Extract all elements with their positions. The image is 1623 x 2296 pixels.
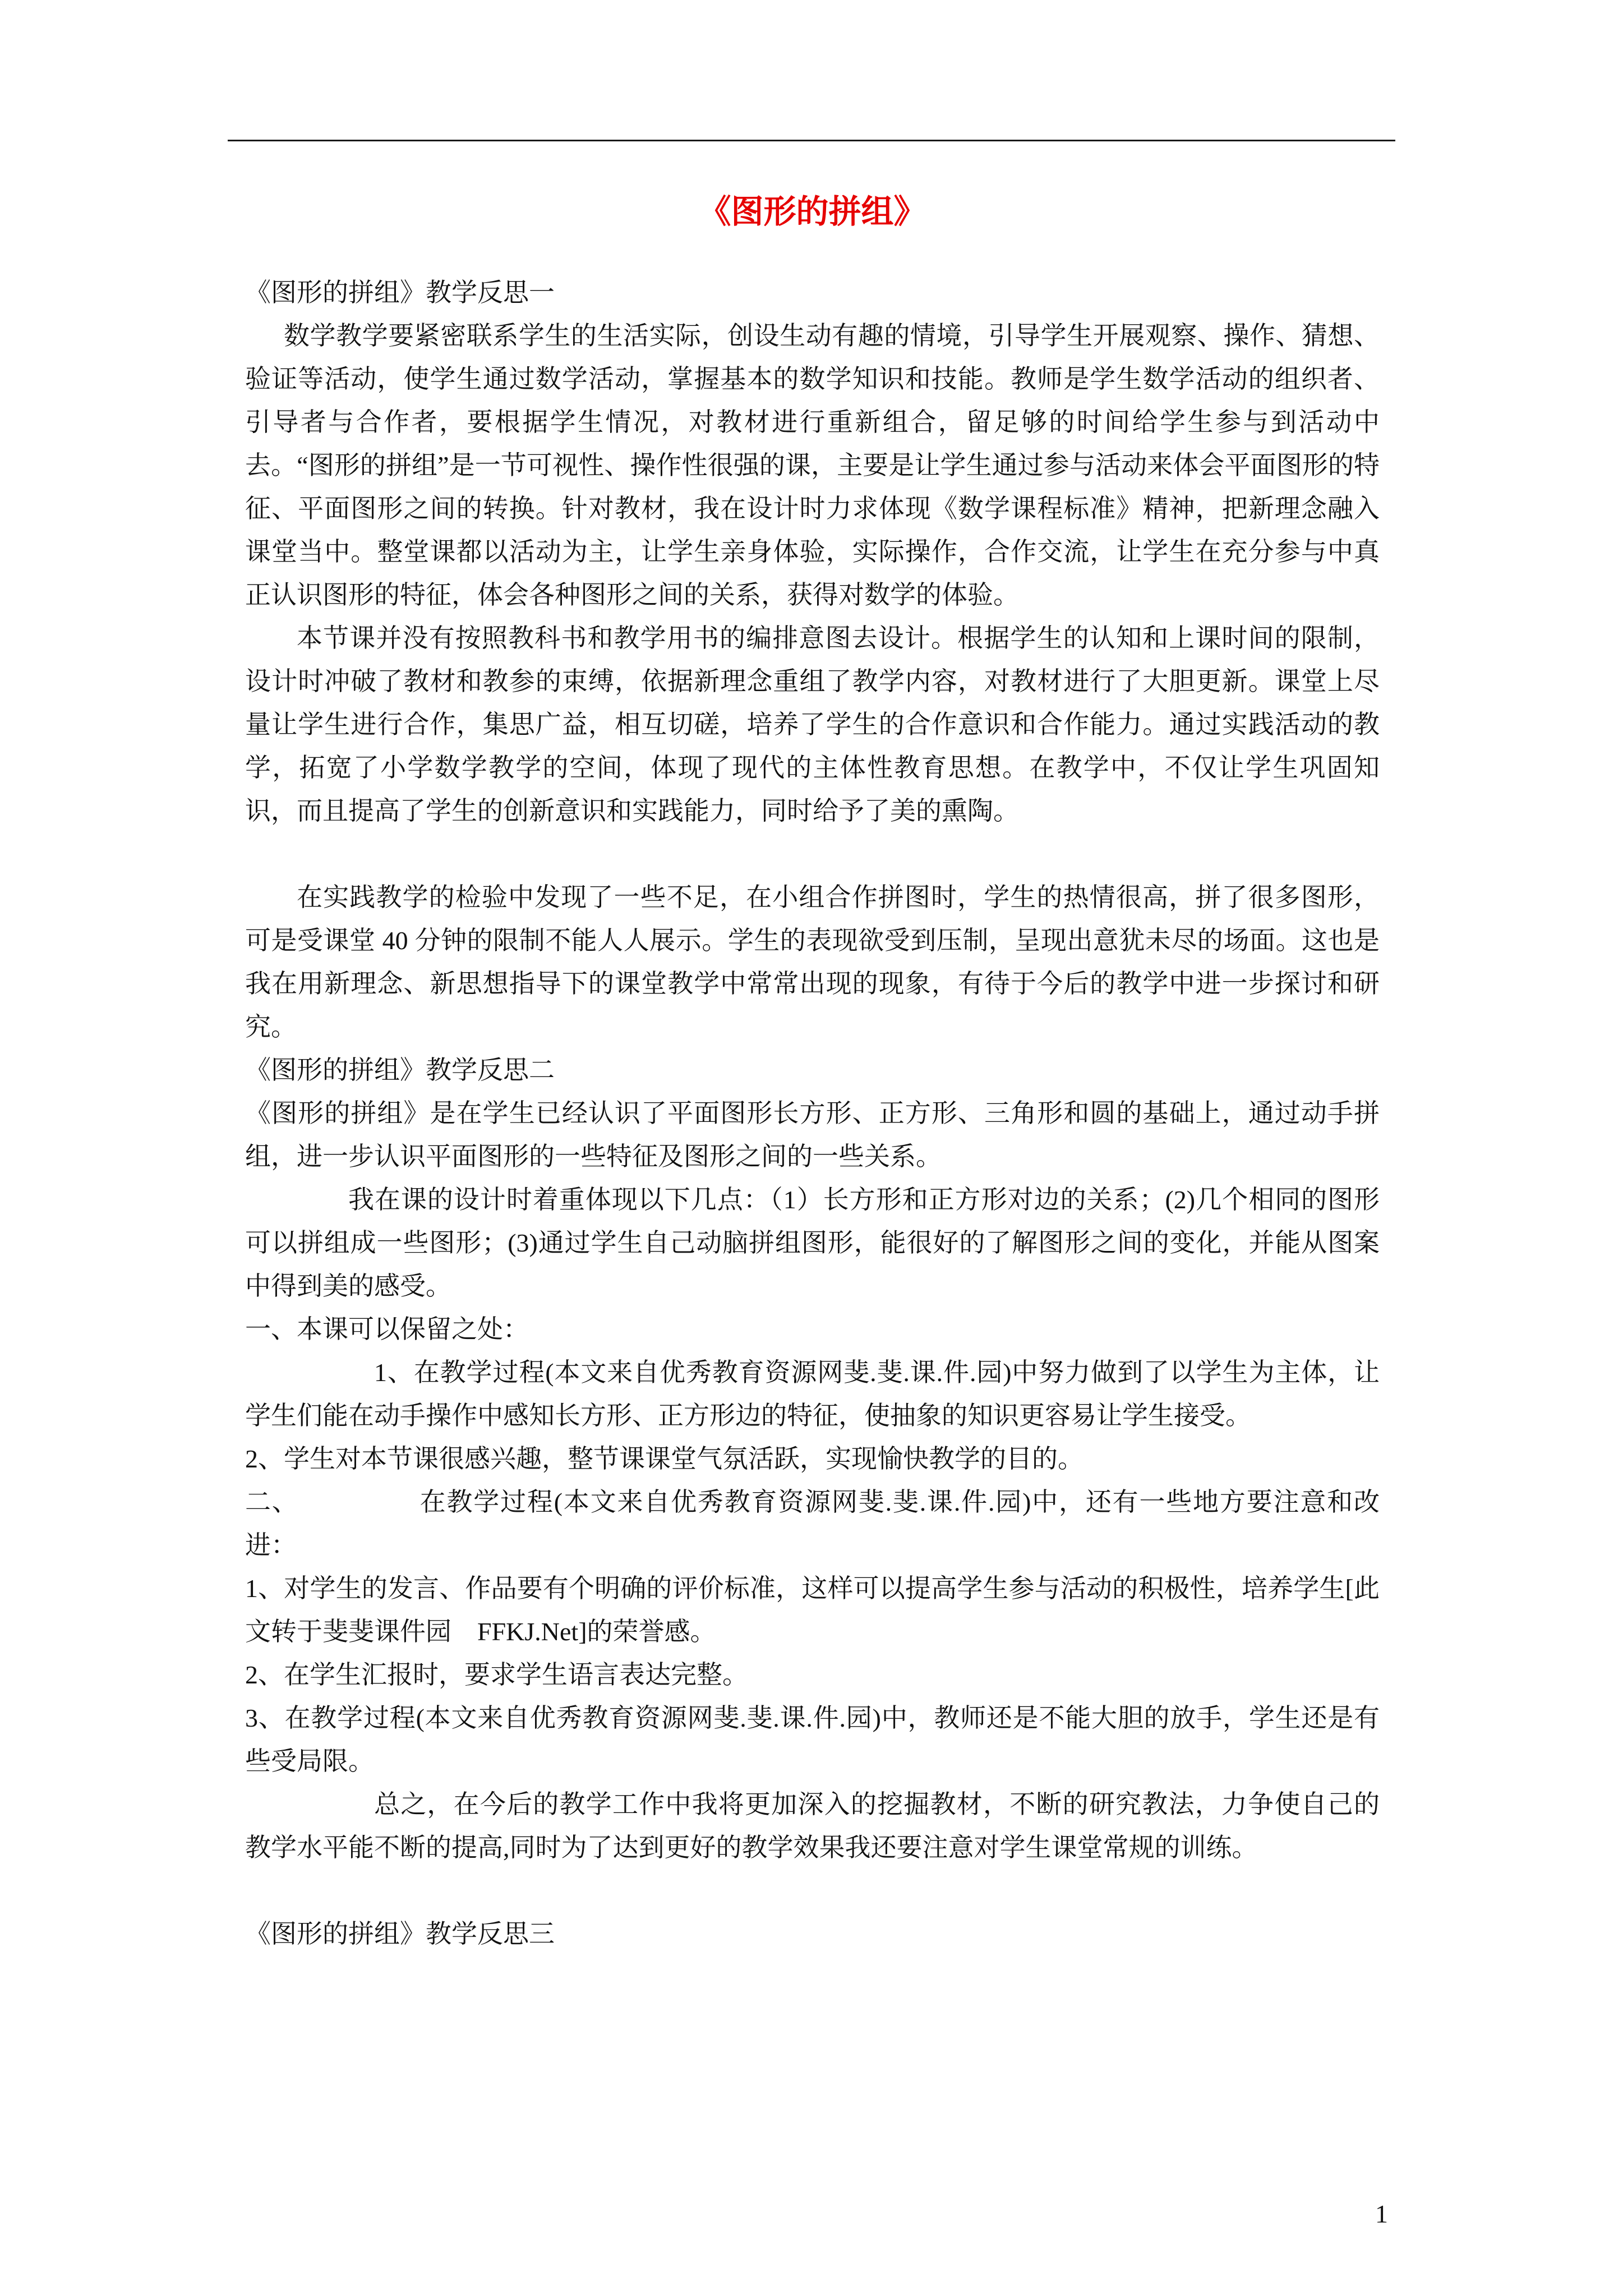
paragraph: 3、在教学过程(本文来自优秀教育资源网斐.斐.课.件.园)中，教师还是不能大胆的放手，学生还是有些受局限。 bbox=[245, 1704, 1380, 1775]
paragraph: 数学教学要紧密联系学生的生活实际，创设生动有趣的情境，引导学生开展观察、操作、猜想、验证等活动，使学生通过数学活动，掌握基本的数学知识和技能。教师是学生数学活动的组织者、引导者与合作者，要根据学生情况，对教材进行重新组合，留足够的时间给学生参与到活动中去。“图形的拼组”是一节可视性、操作性很强的课，主要是让学生通过参与活动来体会平面图形的特征、平面图形之间的转换。针对教材，我在设计时力求体现《数学课程标准》精神，把新理念融入课堂当中。整堂课都以活动为主，让学生亲身体验，实际操作，合作交流，让学生在充分参与中真正认识图形的特征，体会各种图形之间的关系，获得对数学的体验。 bbox=[245, 321, 1380, 609]
paragraph: 《图形的拼组》教学反思一 bbox=[245, 278, 555, 307]
paragraph: 本节课并没有按照教科书和教学用书的编排意图去设计。根据学生的认知和上课时间的限制，设计时冲破了教材和教参的束缚，依据新理念重组了教学内容，对教材进行了大胆更新。课堂上尽量让学生进行合作，集思广益，相互切磋，培养了学生的合作意识和合作能力。通过实践活动的教学，拓宽了小学数学教学的空间，体现了现代的主体性教育思想。在教学中，不仅让学生巩固知识，而且提高了学生的创新意识和实践能力，同时给予了美的熏陶。 bbox=[245, 624, 1380, 825]
paragraph: 1、在教学过程(本文来自优秀教育资源网斐.斐.课.件.园)中努力做到了以学生为主体，让学生们能在动手操作中感知长方形、正方形边的特征，使抽象的知识更容易让学生接受。 bbox=[245, 1358, 1380, 1430]
paragraph: 《图形的拼组》是在学生已经认识了平面图形长方形、正方形、三角形和圆的基础上，通过动手拼组，进一步认识平面图形的一些特征及图形之间的一些关系。 bbox=[245, 1099, 1380, 1171]
header-rule bbox=[228, 140, 1395, 141]
paragraph: 一、本课可以保留之处： bbox=[245, 1315, 529, 1343]
paragraph: 2、在学生汇报时，要求学生语言表达完整。 bbox=[245, 1660, 748, 1689]
document-body bbox=[245, 271, 1380, 1955]
paragraph: 总之，在今后的教学工作中我将更加深入的挖掘教材，不断的研究教法，力争使自己的教学水平能不断的提高,同时为了达到更好的教学效果我还要注意对学生课堂常规的训练。 bbox=[245, 1790, 1380, 1862]
paragraph: 1、对学生的发言、作品要有个明确的评价标准，这样可以提高学生参与活动的积极性，培养学生[此文转于斐斐课件园 FFKJ.Net]的荣誉感。 bbox=[245, 1574, 1380, 1646]
paragraph: 《图形的拼组》教学反思二 bbox=[245, 1056, 555, 1084]
blank-line bbox=[245, 832, 1380, 876]
paragraph: 二、 在教学过程(本文来自优秀教育资源网斐.斐.课.件.园)中，还有一些地方要注意和改进： bbox=[245, 1488, 1380, 1559]
page-number: 1 bbox=[1375, 2200, 1388, 2228]
paragraph: 2、学生对本节课很感兴趣，整节课课堂气氛活跃，实现愉快教学的目的。 bbox=[245, 1444, 1083, 1473]
paragraph: 在实践教学的检验中发现了一些不足，在小组合作拼图时，学生的热情很高，拼了很多图形，可是受课堂 40 分钟的限制不能人人展示。学生的表现欲受到压制，呈现出意犹未尽的场面。这也是我在用新理念、新思想指导下的课堂教学中常常出现的现象，有待于今后的教学中进一步探讨和研究。 bbox=[245, 883, 1380, 1041]
document-content bbox=[245, 194, 1380, 1955]
page-title: 《图形的拼组》 bbox=[698, 194, 926, 230]
paragraph: 我在课的设计时着重体现以下几点：（1）长方形和正方形对边的关系；(2)几个相同的图形可以拼组成一些图形；(3)通过学生自己动脑拼组图形，能很好的了解图形之间的变化，并能从图案中得到美的感受。 bbox=[245, 1185, 1380, 1300]
blank-line bbox=[245, 1869, 1380, 1912]
paragraph: 《图形的拼组》教学反思三 bbox=[245, 1920, 555, 1948]
